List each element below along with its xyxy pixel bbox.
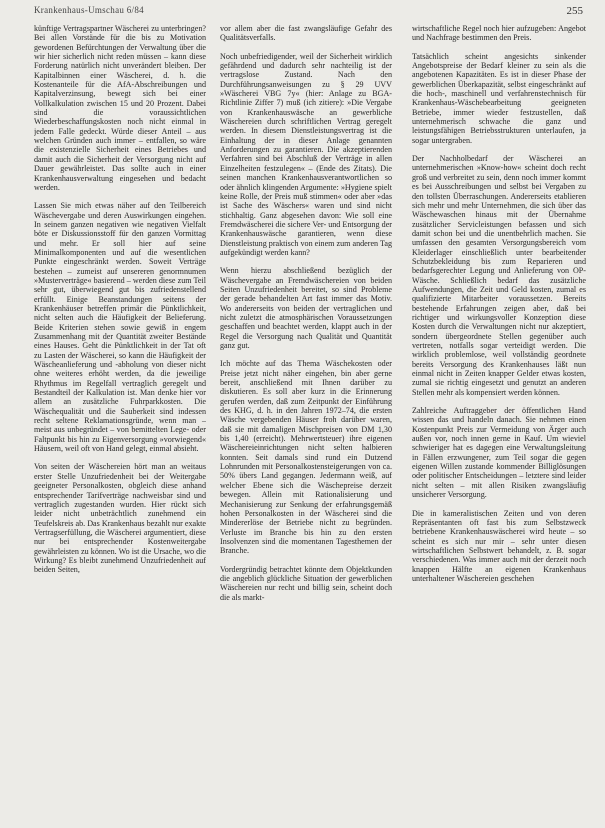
paragraph: wirtschaftliche Regel noch hier aufzugeben: Angebot und Nachfrage bestimmen den Preis. <box>412 24 586 43</box>
paragraph: Die in kameralistischen Zeiten und von deren Repräsentanten oft fast bis zum Selbstzweck betriebene Krankenhauswäscherei wird heute – so scheint es sich nur mir – sehr unter diesen wirtschaftlichen Selbstwert behandelt, z. B. sogar verschiedenen. Was immer auch mit der derzeit noch knappen Hälfte an eigenen Krankenhaus unterhaltener Wäschereien geschehen <box>412 508 586 583</box>
paragraph: Zahlreiche Auftraggeber der öffentlichen Hand wissen das und handeln danach. Sie nehmen einen Kostenpunkt Preis zur Vermeidung von Ärger auch außen vor, noch innen gerne in Kauf. Um wieviel schwieriger hat es dagegen eine Verwaltungsleitung in Fällen erzwungener, zum Teil sogar die gegen eigenen Willen zustande kommender Billiglösungen oder politischer Entscheidungen – letztere sind leider nicht selten – mit allen Risiken zwangsläufig unsicherer Versorgung. <box>412 406 586 500</box>
paragraph: Wenn hierzu abschließend bezüglich der Wäschevergabe an Fremdwäschereien von beiden Seiten Unzufriedenheit bereitet, so sind Probleme der gerade behandelten Art fast immer das Motiv. Wo andererseits von beiden der vertraglichen und nicht zuletzt die atmosphärischen Voraussetzungen geschaffen und beachtet werden, klappt auch in der Regel die Versorgung nach Qualität und Quantität ganz gut. <box>220 266 392 350</box>
page-number: 255 <box>566 5 583 17</box>
running-header <box>0 0 605 24</box>
paragraph: Noch unbefriedigender, weil der Sicherheit wirklich gefährdend und dadurch sehr nachteilig ist der vertragslose Zustand. Nach den Durchführungsanweisungen zu § 29 UVV »Wäscherei VBG 7y« (hier: Anlage zu BGA-Richtlinie Ziffer 7) muß (ich zitiere): »Die Vergabe von Krankenhauswäsche an gewerbliche Wäschereien durch schriftlichen Vertrag geregelt werden. In diesem Dienstleistungsvertrag ist die Einhaltung der in dieser Anlage genannten Anforderungen zu garantieren. Die akzeptierenden Verfahren sind bei Abschluß der Verträge in allen Einzelheiten festzulegen« – (Ende des Zitats). Die seinen manchen Krankenhausverantwortlichen so oder ähnlich klingenden Argumente: »Hygiene spielt keine Rolle, der Preis muß stimmen« oder aber »das ist Sache des Wäschers« waren und sind nicht stichhaltig. Ganz abgesehen davon: Wie soll eine Fremdwäscherei die sichere Ver- und Entsorgung der Krankenhauswäsche garantieren, wenn diese Dienstleistung praktisch von einem zum anderen Tag aufgekündigt werden kann? <box>220 51 392 257</box>
text-column-1 <box>34 24 206 819</box>
paragraph: vor allem aber die fast zwangsläufige Gefahr des Qualitätsverfalls. <box>220 24 392 43</box>
text-column-3 <box>412 24 586 819</box>
paragraph: künftige Vertragspartner Wäscherei zu unterbringen? Bei allen Vorstände für die bis zu Motivation gewordenen Befürchtungen der Verwaltung über die wir hier sicherlich nicht reden müssen – kann diese Forderung natürlich nicht unverändert bleiben. Der Kapitalbinnen einer Wäscherei, d. h. die Kostenanteile für die AfA-Abschreibungen und Kapitalverzinsung, bewegt sich bei einer Vollkalkulation zwischen 15 und 20 Prozent. Dabei sind die voraussichtlichen Wiederbeschaffungskosten noch nicht einmal in jedem Falle gedeckt. Würde dieser Anteil – aus welchen Gründen auch immer – entfallen, so wäre die existenzielle Sicherheit eines Betriebes und damit auch die Sicherheit der Versorgung nicht auf Dauer gewährleistet. Das sollte auch in einer Krankenhausverwaltung eingesehen und bedacht werden. <box>34 24 206 192</box>
paragraph: Ich möchte auf das Thema Wäschekosten oder Preise jetzt nicht näher eingehen, bin aber gerne bereit, anschließend mit Ihnen darüber zu diskutieren. Es soll aber kurz in die Erinnerung gerufen werden, daß zum Zeitpunkt der Einführung des KHG, d. h. in den Jahren 1972–74, die ersten Wäsche vergebenden Häuser froh darüber waren, daß sie mit damaligen Mischpreisen von DM 1,30 bis 1,40 (erreicht). Mehrwertsteuer) ihre eigenen Wäschereieinrichtungen nicht selten halbieren konnten. Seit damals sind rund ein Dutzend Lohnrunden mit Personalkostensteigerungen von ca. 50% übers Land gegangen. Jedermann weiß, auf welcher Ebene sich die Wäschepreise derzeit bewegen. Allein mit Rationalisierung und Mechanisierung zur Senkung der erfahrungsgemäß hohen Personalkosten in der Wäscherei sind die Mindererlöse der Betriebe nicht zu begründen. Verluste im Branche bis hin zu den ersten Insolvenzen sind die momentanen Tagesthemen der Branche. <box>220 359 392 556</box>
paragraph: Der Nachholbedarf der Wäscherei an unternehmerischen »Know-how« scheint doch recht groß und verbreitet zu sein, denn noch immer kommt es bei Ausschreibungen und selbst bei Vergaben zu den tollsten Überraschungen. Andererseits etablieren sich mehr und mehr Unternehmen, die sich über das Wäschewaschen hinaus mit der Übernahme zusätzlicher Servicleistungen befassen und sich damit schon bei und die unentbehrlich machen. Sie umfassen den gesamten Versorgungsbereich vom Kleiderlager einschließlich unter bearbeitender Schutzbekleidung bis zum Reparieren und bedarfsgerechter Legung und Anlieferung von OP-Wäsche. Schließlich bedarf das zusätzliche Aufwendungen, die Zeit und Geld kosten, zumal es qualifizierte Mitarbeiter voraussetzen. Bereits bestehende Erfahrungen zeigen aber, daß bei richtiger und wirkungsvoller Konzeption diese Kosten durch die Verwaltungen nicht nur akzeptiert, sondern übergeordnete Stellen gegenüber auch vertreten, notfalls sogar verteidigt werden. Die wirklich problemlose, weil vollständig geordnete bereits Versorgung des Krankenhauses läßt nun einmal nicht in Zeiten knapper Gelder etwas kosten, zumal sie richtig eingesetzt und genutzt an anderen Stellen mehr als kompensiert werden können. <box>412 154 586 397</box>
text-column-2 <box>220 24 392 819</box>
paragraph: Tatsächlich scheint angesichts sinkender Angebotspreise der Bedarf kleiner zu sein als die angebotenen Kapazitäten. Es ist in dieser Phase der gewerblichen Überkapazität, selbst eingeschränkt auf die hoch-, maschinell und verfahrenstechnisch für Krankenhaus-Wäschebearbeitung geeigneten Betriebe, immer wieder festzustellen, daß unternehmerisch schwache die ganz und leistungsfähigen Betriebsstrukturen unterlaufen, ja sogar untergraben. <box>412 51 586 145</box>
journal-title: Krankenhaus-Umschau 6/84 <box>34 5 144 15</box>
paragraph: Lassen Sie mich etwas näher auf den Teilbereich Wäschevergabe und deren Auswirkungen eingehen. In seinem ganzen negativen wie negativen Vielfalt böte er Diskussionsstoff für den ganzen Vormittag und mehr. Er soll hier auf seine Minimalkomponenten und auf die wesentlichen Punkte eingeschränkt werden. Soweit Verträge bestehen – zumeist auf unsereren genormnumen »Musterverträge« basierend – werden diese zum Teil sehr gut, überwiegend gut bis zufriedenstellend erfüllt. Einige Beanstandungen seitens der Krankenhäuser betreffen primär die Pünktlichkeit, nicht selten auch die Häufigkeit der Belieferung. Beide Kriterien stehen sowie gewiß in engem Zusammenhang mit der Quantität zweiter Bestände eines Hauses. Geht die Pünktlichkeit in der Tat oft zu Lasten der Wäscherei, so kann die Häufigkeit der Wäscheanlieferung und -abholung von dieser nicht ohne weiteres erhöht werden, da die jeweilige Rhythmus im Regelfall vertraglich geregelt und Bestandteil der Kalkulation ist. Man denke hier vor allem an zusätzliche Fuhrparkkosten. Die Wäschequalität und die Sauberkeit sind indessen recht seltene Reklamationsgründe, wenn man – meist aus unbegründet – von bemittelten Lege- oder Faltpunkt bis hin zu Eigenversorgung »vorwiegend« Häusern, weil oft von Hand gelegt, einmal absieht. <box>34 201 206 454</box>
paragraph: Von seiten der Wäschereien hört man an weitaus erster Stelle Unzufriedenheit bei der Weitergabe geeigneter Personalkosten, obgleich diese anhand entsprechender Tarifverträge nachweisbar sind und vertraglich zugestanden wurden. Hier rückt sich leider nicht unbeträchtlich zunehmend ein Teufelskreis ab. Das Krankenhaus bezahlt nur exakte Vertragserfüllung, die Wäscherei argumentiert, diese nur bei entsprechender Kostenweitergabe gewährleisten zu können. Wo ist die Ursache, wo die Wirkung? Es bleibt zunehmend Unzufriedenheit auf beiden Seiten, <box>34 462 206 575</box>
paragraph: Vordergründig betrachtet könnte dem Objektkunden die angeblich glückliche Situation der gewerblichen Wäschereien nur recht und billig sein, scheint doch die als markt- <box>220 564 392 602</box>
